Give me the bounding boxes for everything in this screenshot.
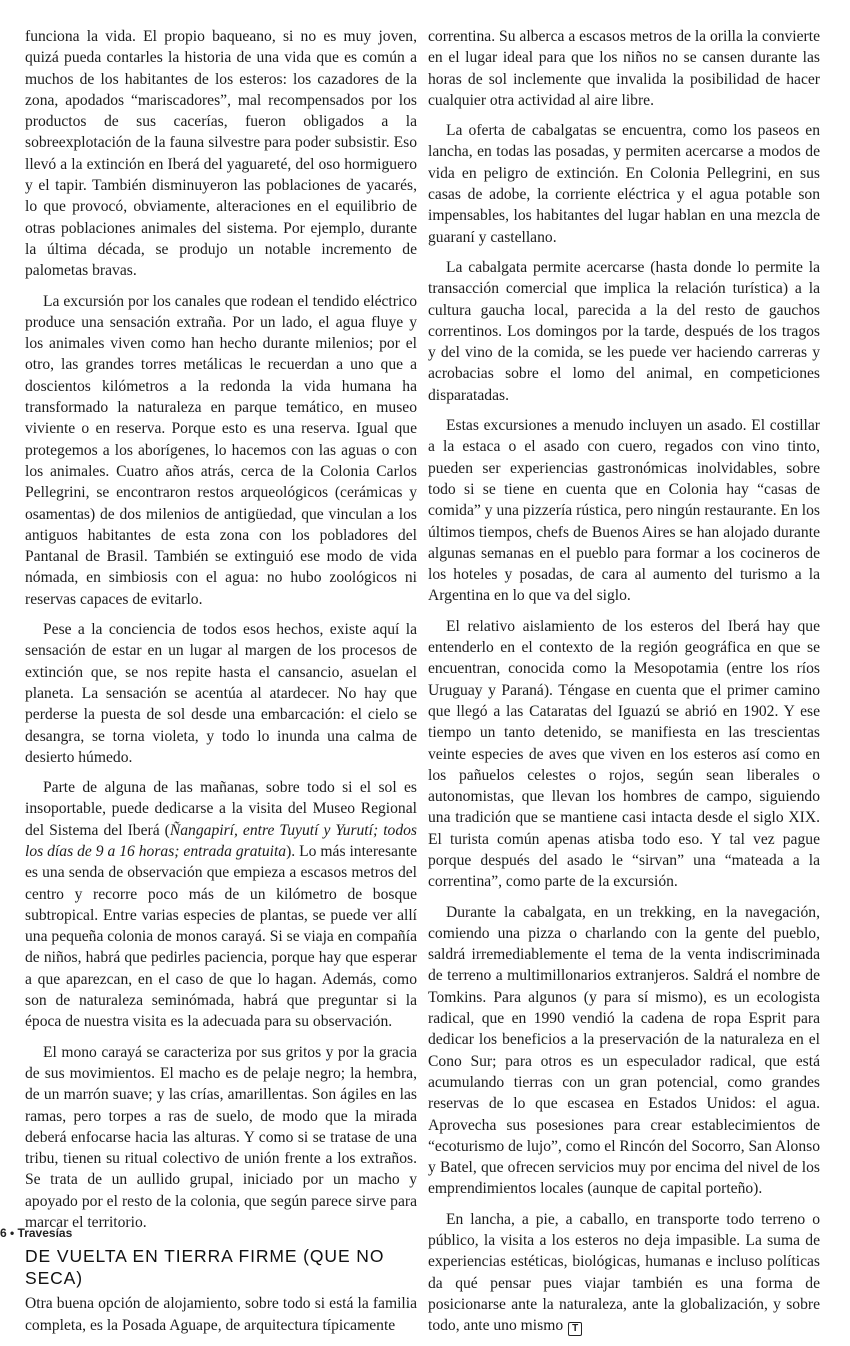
paragraph-text: En lancha, a pie, a caballo, en transporte todo terreno o público, la visita a los esteros no deja impasible. La suma de experiencias estéticas, biológicas, humanas e incluso políticas da qué pensar pues viajar también es una forma de posicionarse ante la naturaleza, ante la globalización, y sobre todo, ante uno mismo bbox=[428, 1210, 820, 1335]
end-of-article-icon: T bbox=[568, 1322, 582, 1336]
right-column bbox=[428, 26, 820, 1346]
paragraph: funciona la vida. El propio baqueano, si no es muy joven, quizá pueda contarles la historia de una vida que es común a muchos de los habitantes de los esteros: los cazadores de la zona, apodados “mariscadores”, mal recompensados por los productos de sus cacerías, fueron obligados a la sobreexplotación de la fauna silvestre para poder subsistir. Eso llevó a la extinción en Iberá del yaguareté, del oso hormiguero y el tapir. También disminuyeron las poblaciones de yacarés, lo que provocó, obviamente, alteraciones en el equilibrio de otras poblaciones animales del sistema. Por ejemplo, durante la última década, se produjo un notable incremento de palometas bravas. bbox=[25, 28, 417, 280]
paragraph: correntina. Su alberca a escasos metros de la orilla la convierte en el lugar ideal para que los niños no se cansen durante las horas de sol inclemente que invalida la posibilidad de hacer cualquier otra actividad al aire libre. bbox=[428, 28, 820, 109]
left-column bbox=[25, 26, 417, 1345]
paragraph: La cabalgata permite acercarse (hasta donde lo permite la transacción comercial que implica la relación turística) a la cultura gaucha local, parecida a la del resto de gauchos correntinos. Los domingos por la tarde, después de los tragos y del vino de la comida, se les puede ver haciendo carreras y acrobacias sobre el lomo del animal, en competiciones disparatadas. bbox=[428, 258, 820, 404]
paragraph-text: Parte de alguna de las mañanas, sobre todo si el sol es insoportable, puede dedicarse a la visita del Museo Regional del Sistema del Iberá ( bbox=[25, 779, 417, 839]
paragraph bbox=[25, 777, 417, 1033]
paragraph: Otra buena opción de alojamiento, sobre todo si está la familia completa, es la Posada Aguape, de arquitectura típicamente bbox=[25, 1295, 417, 1334]
paragraph: Pese a la conciencia de todos esos hechos, existe aquí la sensación de estar en un lugar al margen de los procesos de extinción que, se nos repite hasta el cansancio, asuelan el planeta. La sensación se acentúa al atardecer. No hay que perderse la puesta de sol desde una embarcación: el cielo se desangra, se torna violeta, y todo lo inunda una calma de desierto húmedo. bbox=[25, 621, 417, 766]
paragraph: La oferta de cabalgatas se encuentra, como los paseos en lancha, en todas las posadas, y permiten acercarse a modos de vida en peligro de extinción. En Colonia Pellegrini, en sus casas de adobe, la corriente eléctrica y el agua potable son impensables, los habitantes del lugar hablan en una mezcla de guaraní y castellano. bbox=[428, 122, 820, 246]
museum-address: Ñangapirí, entre Tuyutí y Yurutí; todos los días de 9 a 16 horas; entrada gratuita bbox=[25, 821, 417, 860]
page-footer: 6 • Travesías bbox=[0, 1226, 73, 1240]
paragraph-text: ). Lo más interesante es una senda de observación que empieza a escasos metros del centro y recorre poco más de un kilómetro de bosque subtropical. Entre varias especies de plantas, se puede ver allí una pequeña colonia de monos carayá. Si se viaja en compañía de niños, habrá que pedirles paciencia, porque hay que esperar a que aparezcan, en el caso de que lo hagan. Además, como son de naturaleza seminómada, habrá que preguntar si la época de nuestra visita es la adecuada para su observación. bbox=[25, 842, 417, 1031]
paragraph: El mono carayá se caracteriza por sus gritos y por la gracia de sus movimientos. El macho es de pelaje negro; la hembra, de un marrón suave; y las crías, amarillentas. Son ágiles en las ramas, pero torpes a ras de suelo, de modo que la mirada deberá enfocarse hacia las alturas. Y como si se tratase de una tribu, tienen su ritual colectivo de unión frente a los extraños. Se trata de un aullido grupal, iniciado por un macho y apoyado por el resto de la colonia, que según parece sirve para marcar el territorio. bbox=[25, 1043, 417, 1232]
paragraph: Durante la cabalgata, en un trekking, en la navegación, comiendo una pizza o charlando con la gente del pueblo, saldrá irremediablemente el tema de la venta indiscriminada de terreno a multimillonarios extranjeros. Saldrá el nombre de Tomkins. Para algunos (y para sí mismo), es un ecologista radical, que en 1990 vendió la cadena de ropa Esprit para dedicar los beneficios a la preservación de la naturaleza en el Cono Sur; para otros es un especulador radical, que está acumulando tierras con un gran potencial, como grandes reservas de lo que escasea en Estados Unidos: el agua. Aprovecha sus posesiones para crear establecimientos de “ecoturismo de lujo”, como el Rincón del Socorro, San Alonso y Batel, que ofrecen servicios muy por encima del nivel de los emprendimientos locales (aunque de capital porteño). bbox=[428, 903, 820, 1198]
paragraph: Estas excursiones a menudo incluyen un asado. El costillar a la estaca o el asado con cuero, regados con vino tinto, pueden ser experiencias gastronómicas inolvidables, sobre todo si se tiene en cuenta que en Colonia hay “casas de comida” y una pizzería rústica, pero ningún restaurante. En los últimos tiempos, chefs de Buenos Aires se han alojado durante algunas semanas en el pueblo para formar a los cocineros de los hoteles y posadas, de cara al aumento del turismo a la Argentina en lo que va del siglo. bbox=[428, 417, 820, 605]
paragraph bbox=[428, 1209, 820, 1337]
paragraph: El relativo aislamiento de los esteros del Iberá hay que entenderlo en el contexto de la región geográfica en que se encuentran, conocida como la Mesopotamia (entre los ríos Uruguay y Paraná). Téngase en cuenta que el primer camino que llegó a las Cataratas del Iguazú se abrió en 1902. Y ese tiempo un tanto detenido, se manifiesta en las trescientas veinte especies de aves que viven en los esteros así como en los pañuelos celestes o rojos, según sean liberales o autonomistas, que llevan los hombres de campo, siguiendo una tradición que se mantiene casi intacta desde el siglo XIX. El turista común apenas atisba todo eso. Y tal vez pague porque después del asado le “sirvan” una “mateada a la correntina”, como parte de la excursión. bbox=[428, 617, 820, 891]
section-subheading: DE VUELTA EN TIERRA FIRME (QUE NO SECA) bbox=[25, 1246, 385, 1289]
paragraph: La excursión por los canales que rodean el tendido eléctrico produce una sensación extraña. Por un lado, el agua fluye y los animales viven como han hecho durante milenios; por el otro, las grandes torres metálicas le recuerdan a uno que a doscientos kilómetros a la redonda la vida humana ha transformado la naturaleza en parque temático, en museo viviente o en reserva. Porque esto es una reserva. Igual que protegemos a los aborígenes, lo hacemos con las aguas o con los animales. Cuatro años atrás, cerca de la Colonia Carlos Pellegrini, se encontraron restos arqueológicos (cerámicas y osamentas) de dos milenios de antigüedad, que vinculan a los antiguos habitantes de esta zona con los pobladores del Pantanal de Brasil. También se extinguió ese modo de vida nómada, en simbiosis con el agua: no hubo zoológicos ni reservas capaces de evitarlo. bbox=[25, 292, 417, 608]
